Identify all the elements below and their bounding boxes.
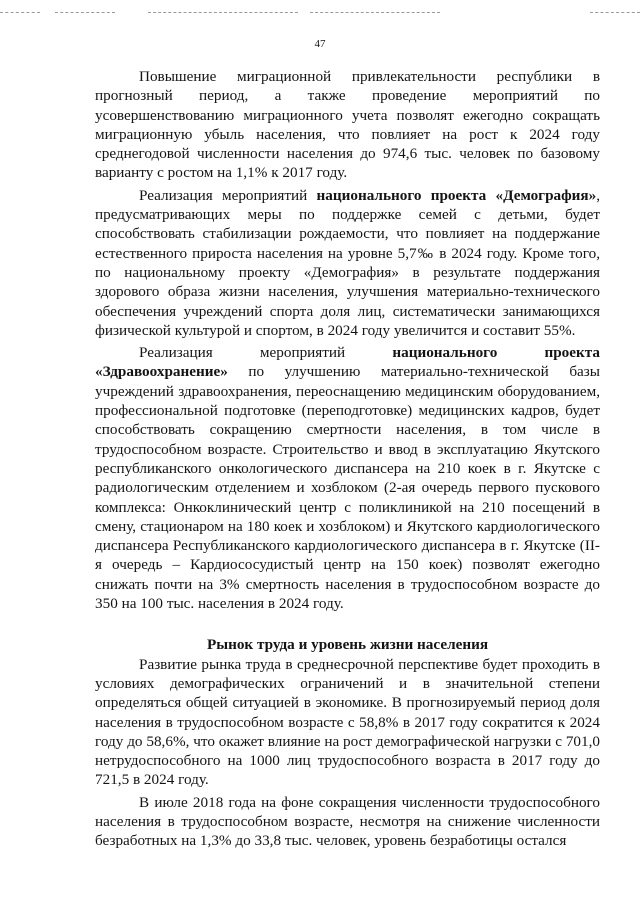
scan-artifact-line xyxy=(310,12,440,14)
scan-artifact-line xyxy=(590,12,640,14)
document-body xyxy=(95,67,600,851)
paragraph: Повышение миграционной привлекательности республики в прогнозный период, а также проведение мероприятий по усовершенствованию миграционного учета позволят ежегодно сокращать миграционную убыль населения, что повлияет на рост к 2024 году среднегодовой численности населения до 974,6 тыс. человек по базовому варианту с ростом на 1,1% к 2017 году. xyxy=(95,68,600,182)
bold-project-name: национального проекта «Здравоохранение» xyxy=(95,344,600,381)
paragraph: Развитие рынка труда в среднесрочной перспективе будет проходить в условиях демографических ограничений и в значительной степени определяться общей ситуацией в экономике. В прогнозируемый период доля населения в трудоспособном возрасте с 58,8% в 2017 году сократится к 2024 году до 58,6%, что окажет влияние на рост демографической нагрузки с 701,0 нетрудоспособного на 1000 лиц трудоспособного возраста в 2017 году до 721,5 в 2024 году. xyxy=(95,655,600,789)
paragraph: Реализация мероприятий национального проекта «Демография», предусматривающих меры по поддержке семей с детьми, будет способствовать стабилизации рождаемости, что повлияет на поддержание естественного прироста населения на уровне 5,7‰ в 2024 году. Кроме того, по национальному проекту «Демография» в результате поддержания здорового образа жизни населения, улучшения материально-технического обеспечения учреждений спорта доля лиц, систематически занимающихся физической культурой и спортом, в 2024 году увеличится и составит 55%. xyxy=(95,186,600,339)
scan-artifact-line xyxy=(0,12,40,14)
scan-artifact-line xyxy=(55,12,115,14)
scan-artifact-line xyxy=(148,12,298,14)
bold-project-name: национального проекта «Демография» xyxy=(316,186,597,204)
paragraph: В июле 2018 года на фоне сокращения численности трудоспособного населения в трудоспособном возрасте, несмотря на снижение численности безработных на 1,3% до 33,8 тыс. человек, уровень безработицы остался xyxy=(95,793,600,850)
page-number: 47 xyxy=(314,38,326,50)
paragraph: Реализация мероприятий национального проекта «Здравоохранение» по улучшению материально-технической базы учреждений здравоохранения, переоснащению медицинским оборудованием, профессиональной подготовке (переподготовке) медицинских кадров, будет способствовать сокращению смертности населения, в том числе в трудоспособном возрасте. Строительство и ввод в эксплуатацию Якутского республиканского онкологического диспансера на 210 коек в г. Якутске с радиологическим отделением и хозблоком (2-ая очередь первого пускового комплекса: Онкоклинический центр с поликлиникой на 210 посещений в смену, стационаром на 180 коек и хозблоком) и Якутского кардиологического диспансера Республиканского кардиологического диспансера в г. Якутске (II-я очередь – Кардиососудистый центр на 150 коек) позволят ежегодно снижать почти на 3% смертность населения в трудоспособном возрасте до 350 на 100 тыс. населения в 2024 году. xyxy=(95,344,600,613)
section-heading: Рынок труда и уровень жизни населения xyxy=(206,636,489,654)
